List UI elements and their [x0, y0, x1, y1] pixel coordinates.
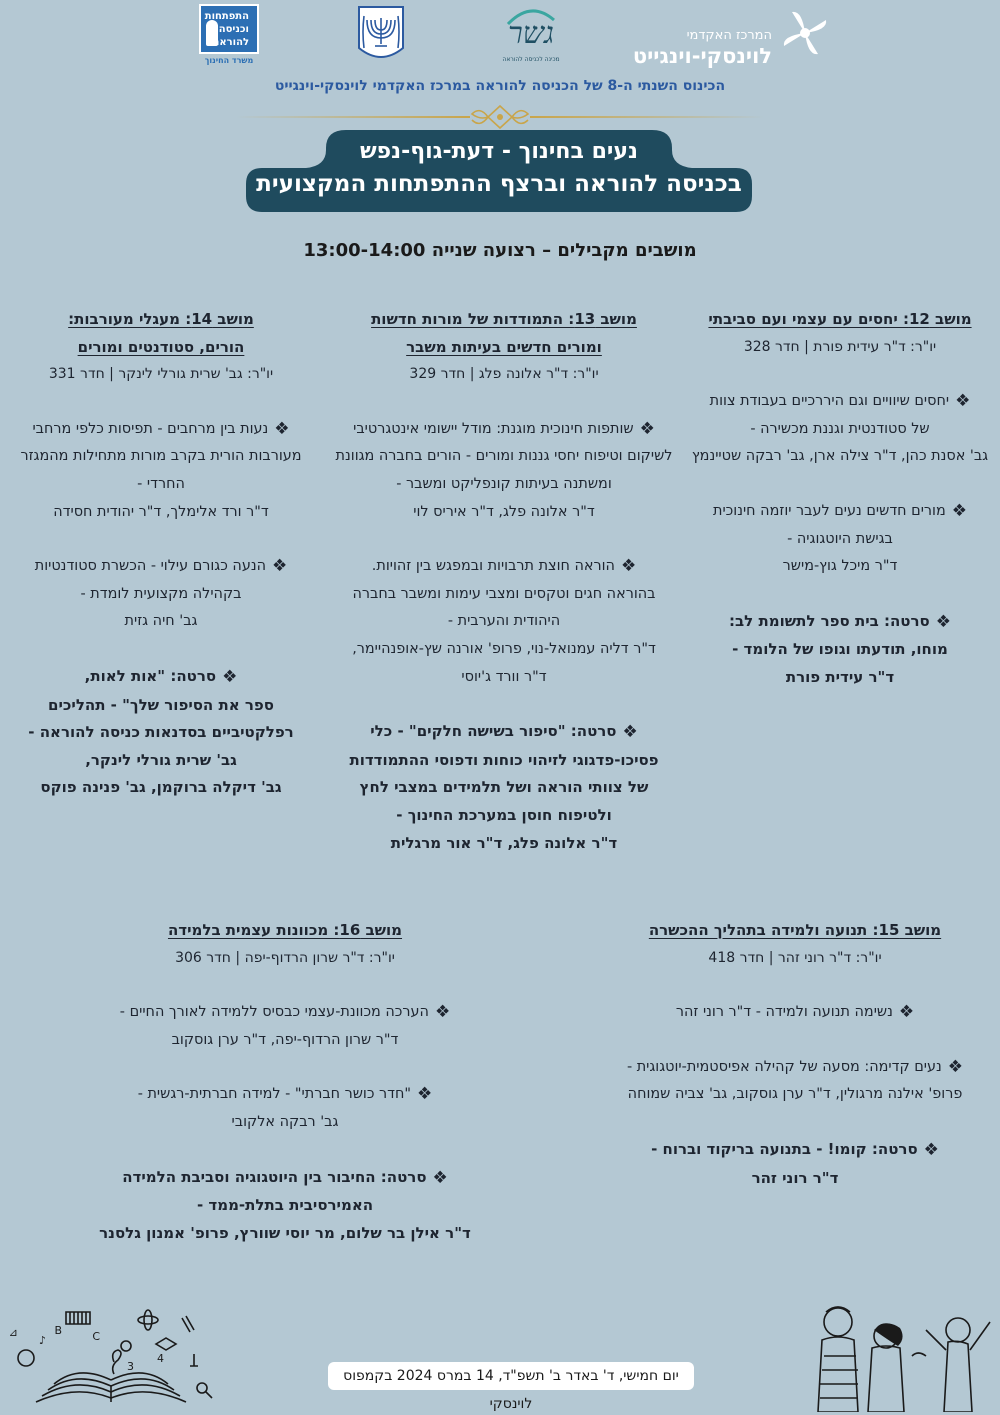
- talk-line: נשימה תנועה ולמידה - ד"ר רוני זהר: [675, 1004, 893, 1021]
- event-date: יום חמישי, ד' באדר ב' תשפ"ד, 14 במרס 2024 בקמפוס לוינסקי: [328, 1362, 694, 1390]
- film-line: ולטיפוח חוסן במערכת החינוך -: [396, 805, 612, 824]
- film-item: [10, 663, 312, 802]
- film-item: [332, 718, 676, 857]
- diamond-bullet-icon: ❖: [639, 418, 655, 439]
- talk-line: מעורבות הורית בקרב מורות מתחילות מהמגזר: [20, 448, 302, 465]
- book-illustration: [6, 1298, 216, 1410]
- talk-presenters: גב' חיה גזית: [124, 613, 198, 630]
- talk-line: לשיקום וטיפוח יחסי גננות ומורים - הורים בחברה מגוונת: [335, 448, 673, 465]
- talk-line: נעות בין מרחבים - תפיסות כלפי מרחבי: [32, 420, 269, 437]
- film-item: [60, 1164, 510, 1248]
- title-line-1: נעים בחינוך - דעת-גוף-נפש: [360, 139, 638, 164]
- talk-line: יחסים שיוויים וגם היררכיים בעבודת צוות: [709, 393, 950, 410]
- title-line-2: בכניסה להוראה וברצף ההתפתחות המקצועית: [256, 171, 742, 197]
- film-line: ספר את הסיפור שלך" - תהליכים: [48, 695, 274, 714]
- session-title: מושב 13: התמודדות של מורות חדשות: [371, 310, 637, 328]
- film-line: רפלקטיביים בסדנאות כניסה להוראה -: [28, 723, 294, 742]
- gesher-logo-subtitle: מכינה לכניסה להוראה: [502, 56, 560, 63]
- diamond-bullet-icon: ❖: [947, 1056, 964, 1077]
- diamond-bullet-icon: ❖: [955, 391, 971, 412]
- moe-logo: [198, 4, 260, 66]
- talk-item: [332, 416, 676, 526]
- diamond-bullet-icon: ❖: [620, 556, 637, 577]
- film-line: האמירסיבית בתלת-ממד -: [196, 1196, 374, 1215]
- moe-logo-box: [199, 4, 259, 54]
- talk-presenters: גב' אסנת כהן, ד"ר צילה ארן, גב' רבקה שטיינמץ: [691, 448, 989, 465]
- gesher-logo: [498, 6, 564, 64]
- film-item: [610, 1136, 980, 1192]
- talk-line: נעים קדימה: מסעה של קהילה אפיסטמית-יוטגוגית -: [626, 1058, 942, 1075]
- film-item: [690, 608, 990, 692]
- diamond-bullet-icon: ❖: [222, 666, 238, 687]
- session-meta: יו"ר: ד"ר רוני זהר | חדר 418: [708, 949, 882, 966]
- moe-logo-caption: משרד החינוך: [204, 56, 254, 65]
- film-presenters: ד"ר אלונה פלג, ד"ר אור מרגלית: [390, 833, 618, 852]
- svg-text:C: C: [92, 1330, 100, 1343]
- diamond-bullet-icon: ❖: [935, 611, 951, 632]
- talk-line: של סטודנטית וגננת מכשירה -: [750, 420, 930, 437]
- moe-logo-text: [205, 10, 249, 49]
- moe-text-line: להוראה: [212, 37, 249, 48]
- session-15: [610, 917, 980, 1192]
- diamond-bullet-icon: ❖: [434, 1002, 451, 1023]
- session-title: הורים, סטודנטים ומורים: [77, 337, 245, 356]
- session-title: מושב 15: תנועה ולמידה בתהליך ההכשרה: [648, 921, 942, 939]
- talk-item: [60, 999, 510, 1054]
- film-line: סרטה: "אות לאות,: [84, 666, 217, 685]
- conference-line: הכינוס השנתי ה-8 של הכניסה להוראה במרכז האקדמי לוינסקי-וינגייט: [274, 78, 726, 94]
- diamond-bullet-icon: ❖: [432, 1167, 448, 1188]
- talk-item: [610, 1054, 980, 1109]
- film-presenters: ד"ר אילן בר שלום, מר יוסי שוורץ, פרופ' אמנון גלסנר: [99, 1223, 471, 1242]
- diamond-bullet-icon: ❖: [898, 1002, 915, 1023]
- diamond-bullet-icon: ❖: [274, 418, 290, 439]
- talk-presenters: ד"ר שרון הרדוף-יפה, ד"ר ערן גוסקוב: [171, 1031, 399, 1048]
- film-line: של צוותי הוראה ושל תלמידים במצבי לחץ: [359, 778, 649, 797]
- film-line: סרטה: קומו! - בתנועה בריקוד וברוח -: [651, 1139, 918, 1158]
- children-illustration: [808, 1300, 998, 1412]
- talk-line: החרדי -: [137, 475, 185, 492]
- svg-text:3: 3: [127, 1360, 134, 1373]
- talk-presenters: ד"ר דליה עמנואל-נוי, פרופ' אורנה שץ-אופנהיימר,: [352, 640, 656, 657]
- svg-text:♪: ♪: [38, 1334, 46, 1347]
- diamond-bullet-icon: ❖: [272, 556, 288, 577]
- session-title: מושב 16: מכוונות עצמית בלמידה: [167, 921, 403, 939]
- talk-line: היהודית והערבית -: [447, 613, 561, 630]
- talk-line: הנעה כגורם עילוי - הכשרת סטודנטיות: [34, 558, 266, 575]
- diamond-bullet-icon: ❖: [923, 1139, 939, 1160]
- talk-line: "חדר כושר חברתי" - למידה חברתית-רגשית -: [137, 1086, 412, 1103]
- film-presenters: ד"ר רוני זהר: [751, 1168, 839, 1187]
- talk-line: בהוראה חגים וטקסים ומצבי עימות ומשבר בחברה: [352, 585, 656, 602]
- session-meta: יו"ר: גב' שרית גורלי לינקר | חדר 331: [48, 366, 274, 383]
- session-title: מושב 12: יחסים עם עצמי ועם סביבתי: [708, 310, 972, 328]
- talk-presenters: ד"ר אלונה פלג, ד"ר איריס לוי: [413, 503, 595, 520]
- film-line: סרטה: בית ספר לתשומת לב:: [729, 611, 930, 630]
- svg-text:⊿: ⊿: [8, 1326, 18, 1339]
- film-line: סרטה: "סיפור בשישה חלקים" - כלי: [370, 722, 617, 741]
- title-banner: [246, 130, 752, 212]
- talk-item: [332, 553, 676, 691]
- talk-line: בקהילה מקצועית לומדת -: [80, 585, 242, 602]
- diamond-bullet-icon: ❖: [622, 722, 638, 743]
- talk-line: הערכה מכוונת-עצמי כבסיס ללמידה לאורך החיים -: [119, 1004, 429, 1021]
- state-emblem-icon: [356, 4, 406, 64]
- session-meta: יו"ר: ד"ר עידית פורת | חדר 328: [743, 338, 937, 355]
- diamond-bullet-icon: ❖: [951, 500, 967, 521]
- session-meta: יו"ר: ד"ר אלונה פלג | חדר 329: [409, 366, 599, 383]
- talk-line: שותפות חינוכית מוגנת: מודל יישומי אינטגרטיבי: [353, 420, 634, 437]
- talk-line: הוראה חוצת תרבויות ובמפגש בין זהויות.: [371, 558, 615, 575]
- svg-text:B: B: [54, 1324, 62, 1337]
- session-14: [10, 306, 312, 802]
- talk-line: ומשתנה בעיתות קונפליקט ומשבר -: [396, 475, 612, 492]
- film-line: סרטה: החיבור בין היוטגוגיה וסביבת הלמידה: [122, 1167, 427, 1186]
- session-16: [60, 917, 510, 1247]
- talk-item: [10, 553, 312, 636]
- session-meta: יו"ר: ד"ר שרון הרדוף-יפה | חדר 306: [175, 949, 395, 966]
- film-line: מוחו, תודעתו וגופו של הלומד -: [732, 640, 948, 659]
- svg-text:4: 4: [157, 1352, 164, 1365]
- session-title: מושב 14: מעגלי מעורבות:: [68, 310, 254, 328]
- session-title: ומורים חדשים בעיתות משבר: [406, 337, 602, 356]
- talk-item: [690, 498, 990, 581]
- diamond-bullet-icon: ❖: [417, 1084, 433, 1105]
- talk-line: מורים חדשים נעים לעבר יוזמה חינוכית: [713, 502, 946, 519]
- moe-text-line: התפתחות: [204, 11, 249, 22]
- talk-presenters: ד"ר וורד ג'יוסי: [461, 668, 547, 685]
- talk-presenters: ד"ר מיכל גוץ-מישר: [782, 558, 898, 575]
- film-presenters: גב' דיקלה ברוקמן, גב' פנינה פוקס: [40, 778, 282, 797]
- film-presenters: ד"ר עידית פורת: [785, 667, 895, 686]
- film-presenters: גב' שרית גורלי לינקר,: [85, 750, 237, 769]
- talk-item: [690, 388, 990, 471]
- talk-presenters: ד"ר ורד אלימלך, ד"ר יהודית חסידה: [53, 503, 269, 520]
- session-13: [332, 306, 676, 857]
- talk-presenters: פרופ' אילנה מרגולין, ד"ר ערן גוסקוב, גב' צביה שמוחה: [627, 1086, 963, 1103]
- gesher-logo-word: גשר: [508, 16, 554, 51]
- ornament-divider-icon: [236, 100, 764, 134]
- talk-line: בגישת היוטגוגיה -: [787, 530, 893, 547]
- session-12: [690, 306, 990, 692]
- levinsky-logo: [632, 6, 830, 68]
- levinsky-logo-name: לוינסקי-וינגייט: [632, 44, 772, 68]
- talk-item: [10, 416, 312, 526]
- moe-text-line: וכניסה: [218, 24, 249, 35]
- levinsky-logo-small-text: המרכז האקדמי: [686, 28, 772, 43]
- sessions-heading: מושבים מקבילים – רצועה שנייה 13:00-14:00: [303, 240, 697, 261]
- levinsky-pinwheel-icon: [780, 8, 830, 58]
- talk-item: [610, 999, 980, 1027]
- talk-item: [60, 1081, 510, 1136]
- film-line: פסיכו-פדגוגי לזיהוי כוחות ודפוסי ההתמודדות: [349, 750, 659, 769]
- talk-presenters: גב' רבקה אלקובי: [231, 1113, 339, 1130]
